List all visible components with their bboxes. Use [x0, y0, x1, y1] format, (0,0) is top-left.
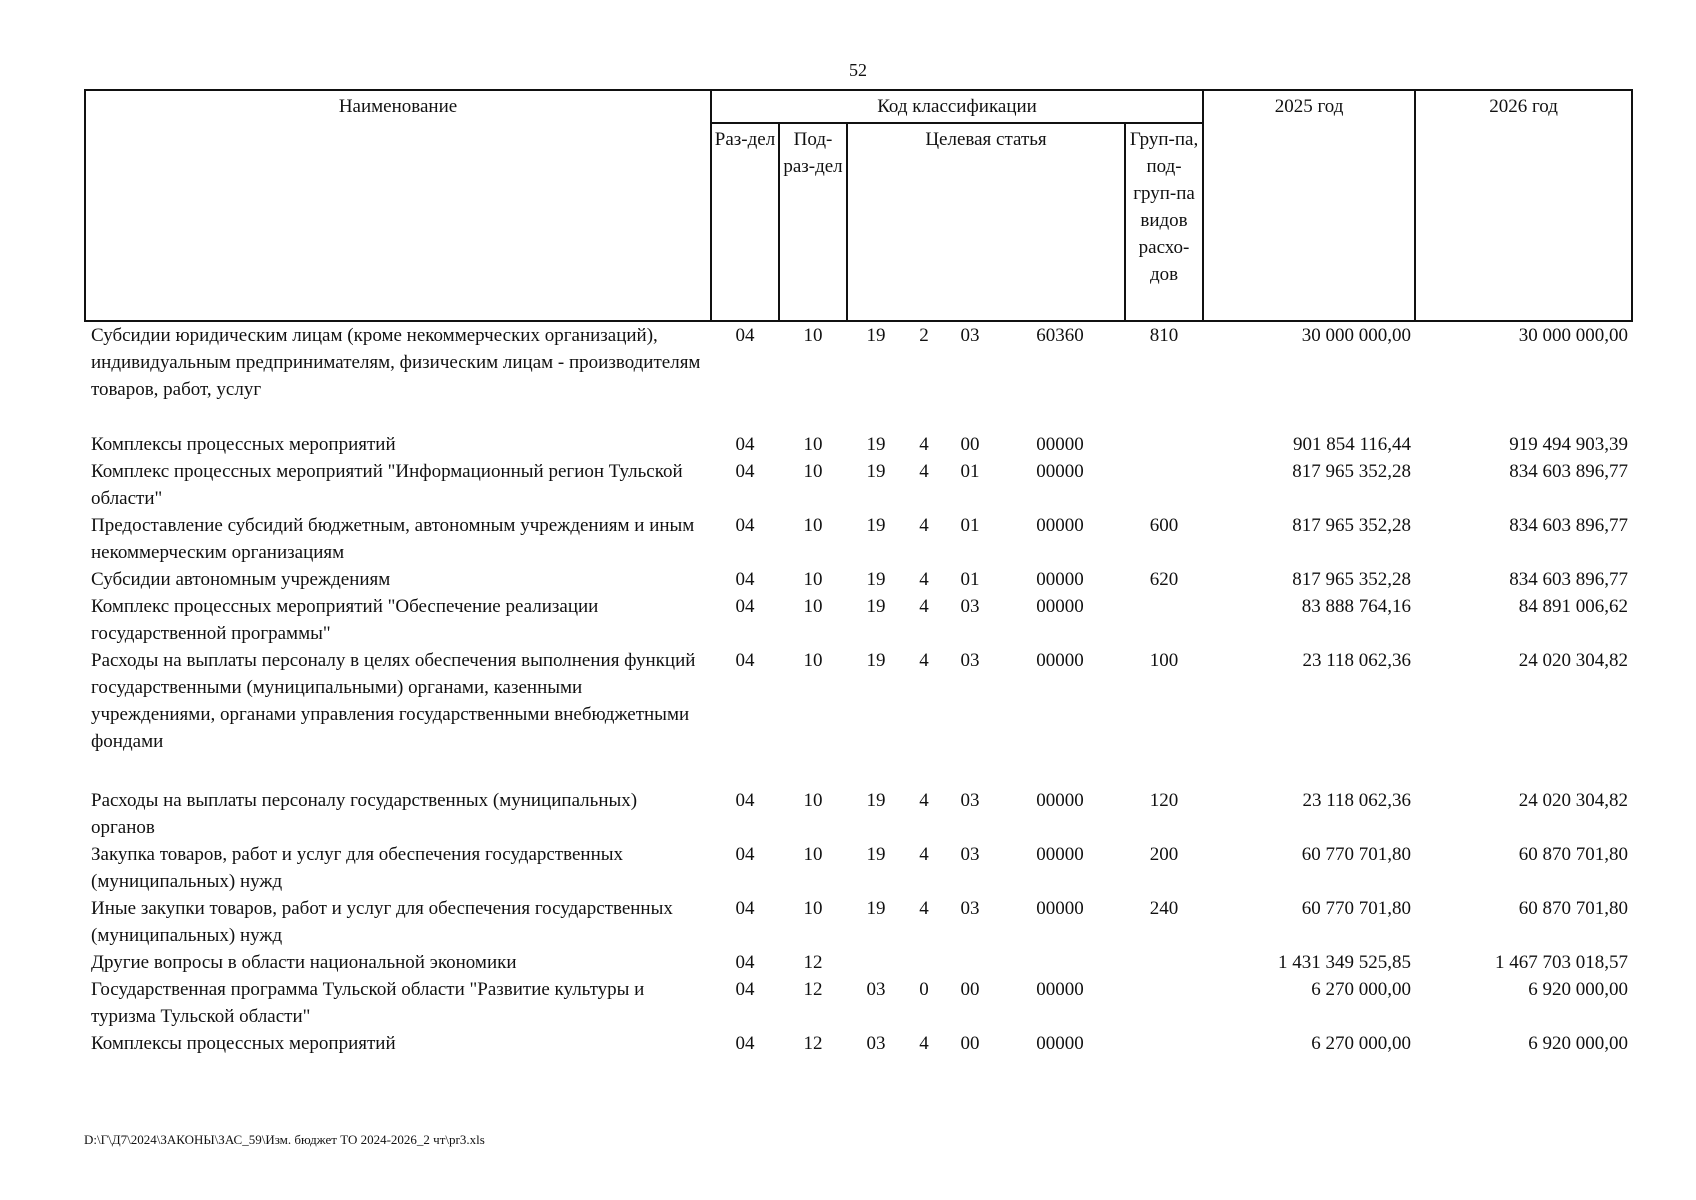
row-target-structure: 03 — [960, 790, 980, 811]
header-name: Наименование — [85, 90, 711, 321]
row-target-program: 19 — [866, 790, 886, 811]
row-section: 04 — [735, 1033, 755, 1054]
row-name: Субсидии автономным учреждениям — [91, 569, 391, 590]
row-target-program: 19 — [866, 461, 886, 482]
file-path-footer: D:\Г\Д7\2024\ЗАКОНЫ\ЗАС_59\Изм. бюджет ТО 2024-2026_2 чт\pr3.xls — [84, 1132, 485, 1147]
row-amount-2026: 24 020 304,82 — [1518, 790, 1629, 811]
row-target-structure: 03 — [960, 325, 980, 346]
table-row — [85, 949, 1632, 976]
row-target-structure: 00 — [960, 434, 980, 455]
row-target-structure: 01 — [960, 461, 980, 482]
row-expense-group — [1125, 1030, 1203, 1057]
row-target-program: 03 — [866, 979, 886, 1000]
header-year-2026: 2026 год — [1415, 90, 1632, 321]
row-amount-2025: 23 118 062,36 — [1302, 650, 1412, 671]
row-amount-2026: 24 020 304,82 — [1518, 650, 1629, 671]
header-year-2025: 2025 год — [1203, 90, 1415, 321]
table-row — [85, 593, 1632, 647]
row-section: 04 — [735, 979, 755, 1000]
row-expense-group — [1125, 949, 1203, 976]
row-subsection: 10 — [803, 434, 823, 455]
row-name: Расходы на выплаты персоналу государственных (муниципальных) органов — [91, 790, 638, 838]
table-row — [85, 431, 1632, 458]
row-target-structure: 03 — [960, 596, 980, 617]
row-section: 04 — [735, 952, 755, 973]
row-subsection: 10 — [803, 569, 823, 590]
budget-table — [84, 89, 1633, 1057]
row-target-program: 03 — [866, 1033, 886, 1054]
row-target-structure: 03 — [960, 898, 980, 919]
row-target-program: 19 — [866, 325, 886, 346]
row-target-program: 19 — [866, 596, 886, 617]
row-target-structure: 01 — [960, 515, 980, 536]
row-amount-2026: 6 920 000,00 — [1528, 1033, 1629, 1054]
row-subsection: 10 — [803, 325, 823, 346]
row-target-type: 4 — [919, 596, 929, 617]
row-subsection: 12 — [803, 979, 823, 1000]
row-target-type: 4 — [919, 569, 929, 590]
row-expense-group: 240 — [1149, 898, 1179, 919]
row-amount-2026: 6 920 000,00 — [1528, 979, 1629, 1000]
row-subsection: 10 — [803, 596, 823, 617]
row-target-direction: 00000 — [1036, 434, 1084, 455]
table-header — [85, 90, 1632, 321]
row-target-direction: 00000 — [1036, 461, 1084, 482]
row-amount-2025: 60 770 701,80 — [1301, 898, 1412, 919]
table-body — [85, 321, 1632, 1057]
row-target-program: 19 — [866, 898, 886, 919]
row-subsection: 10 — [803, 790, 823, 811]
row-section: 04 — [735, 650, 755, 671]
row-target-direction — [997, 949, 1125, 976]
row-amount-2025: 817 965 352,28 — [1292, 461, 1412, 482]
row-amount-2025: 60 770 701,80 — [1301, 844, 1412, 865]
row-target-direction: 00000 — [1036, 898, 1084, 919]
row-subsection: 10 — [803, 515, 823, 536]
row-target-program: 19 — [866, 650, 886, 671]
row-section: 04 — [735, 434, 755, 455]
row-target-program — [847, 949, 905, 976]
row-amount-2026: 834 603 896,77 — [1509, 515, 1629, 536]
table-row — [85, 841, 1632, 895]
row-target-program: 19 — [866, 434, 886, 455]
row-name: Расходы на выплаты персоналу в целях обеспечения выполнения функций государственными (муниципальными) органами, казенными учреждениями, органами управления государственными внебюджетными фондами — [91, 650, 696, 752]
row-name: Другие вопросы в области национальной экономики — [91, 952, 517, 973]
row-target-direction: 00000 — [1036, 569, 1084, 590]
table-row — [85, 512, 1632, 566]
row-section: 04 — [735, 844, 755, 865]
row-subsection: 12 — [803, 952, 823, 973]
row-expense-group — [1125, 593, 1203, 647]
row-expense-group: 120 — [1149, 790, 1179, 811]
row-amount-2025: 6 270 000,00 — [1311, 1033, 1412, 1054]
row-name: Комплексы процессных мероприятий — [91, 434, 396, 455]
row-target-direction: 00000 — [1036, 979, 1084, 1000]
row-target-type: 4 — [919, 650, 929, 671]
header-section: Раз-дел — [711, 123, 779, 321]
row-amount-2025: 1 431 349 525,85 — [1278, 952, 1412, 973]
row-target-structure — [943, 949, 997, 976]
row-target-structure: 03 — [960, 650, 980, 671]
row-target-direction: 00000 — [1036, 596, 1084, 617]
row-target-type: 0 — [919, 979, 929, 1000]
row-name: Государственная программа Тульской области "Развитие культуры и туризма Тульской области" — [91, 979, 645, 1027]
row-target-type: 4 — [919, 790, 929, 811]
row-target-direction: 00000 — [1036, 650, 1084, 671]
row-amount-2025: 30 000 000,00 — [1301, 325, 1412, 346]
table-row — [85, 895, 1632, 949]
row-target-structure: 00 — [960, 1033, 980, 1054]
row-target-direction: 00000 — [1036, 790, 1084, 811]
row-amount-2026: 834 603 896,77 — [1509, 569, 1629, 590]
row-expense-group — [1125, 431, 1203, 458]
row-amount-2026: 60 870 701,80 — [1518, 898, 1629, 919]
table-row — [85, 566, 1632, 593]
row-target-type: 4 — [919, 434, 929, 455]
row-section: 04 — [735, 898, 755, 919]
row-target-type — [905, 949, 943, 976]
row-section: 04 — [735, 569, 755, 590]
row-target-program: 19 — [866, 569, 886, 590]
header-target-article: Целевая статья — [847, 123, 1125, 321]
table-row — [85, 787, 1632, 841]
table-row — [85, 458, 1632, 512]
row-name: Субсидии юридическим лицам (кроме некоммерческих организаций), индивидуальным предпринимателям, физическим лицам - производителям товаров, работ, услуг — [91, 325, 701, 400]
row-expense-group: 810 — [1149, 325, 1179, 346]
row-amount-2025: 817 965 352,28 — [1292, 515, 1412, 536]
row-amount-2026: 1 467 703 018,57 — [1495, 952, 1629, 973]
row-subsection: 10 — [803, 461, 823, 482]
row-amount-2026: 60 870 701,80 — [1518, 844, 1629, 865]
row-section: 04 — [735, 790, 755, 811]
row-amount-2025: 817 965 352,28 — [1292, 569, 1412, 590]
row-expense-group — [1125, 458, 1203, 512]
row-amount-2025: 901 854 116,44 — [1293, 434, 1412, 455]
row-subsection: 12 — [803, 1033, 823, 1054]
row-expense-group: 100 — [1149, 650, 1179, 671]
row-target-program: 19 — [866, 844, 886, 865]
row-amount-2026: 30 000 000,00 — [1518, 325, 1629, 346]
row-name: Комплекс процессных мероприятий "Обеспечение реализации государственной программы" — [91, 596, 599, 644]
row-target-structure: 01 — [960, 569, 980, 590]
row-expense-group: 620 — [1149, 569, 1179, 590]
table-row — [85, 976, 1632, 1030]
row-target-type: 4 — [919, 1033, 929, 1054]
row-subsection: 10 — [803, 844, 823, 865]
row-target-type: 4 — [919, 515, 929, 536]
row-name: Комплексы процессных мероприятий — [91, 1033, 396, 1054]
row-expense-group: 600 — [1149, 515, 1179, 536]
row-name: Иные закупки товаров, работ и услуг для обеспечения государственных (муниципальных) нужд — [91, 898, 673, 946]
row-amount-2026: 834 603 896,77 — [1509, 461, 1629, 482]
row-target-structure: 00 — [960, 979, 980, 1000]
header-expense-group: Груп-па, под-груп-па видов расхо-дов — [1125, 123, 1203, 321]
row-amount-2025: 23 118 062,36 — [1302, 790, 1412, 811]
row-subsection: 10 — [803, 898, 823, 919]
header-subsection: Под-раз-дел — [779, 123, 847, 321]
table-row — [85, 647, 1632, 787]
row-target-direction: 00000 — [1036, 1033, 1084, 1054]
row-section: 04 — [735, 461, 755, 482]
row-name: Комплекс процессных мероприятий "Информационный регион Тульской области" — [91, 461, 683, 509]
row-amount-2026: 919 494 903,39 — [1509, 434, 1629, 455]
row-expense-group — [1125, 976, 1203, 1030]
row-section: 04 — [735, 515, 755, 536]
header-classification: Код классификации — [711, 90, 1203, 123]
row-name: Предоставление субсидий бюджетным, автономным учреждениям и иным некоммерческим организациям — [91, 515, 695, 563]
row-section: 04 — [735, 325, 755, 346]
row-target-direction: 60360 — [1036, 325, 1084, 346]
row-target-program: 19 — [866, 515, 886, 536]
row-amount-2026: 84 891 006,62 — [1518, 596, 1629, 617]
page-number: 52 — [849, 60, 867, 80]
row-target-type: 4 — [919, 898, 929, 919]
row-subsection: 10 — [803, 650, 823, 671]
row-target-type: 4 — [919, 461, 929, 482]
row-target-direction: 00000 — [1036, 844, 1084, 865]
row-amount-2025: 83 888 764,16 — [1301, 596, 1412, 617]
row-target-direction: 00000 — [1036, 515, 1084, 536]
table-row — [85, 321, 1632, 431]
row-target-type: 2 — [919, 325, 929, 346]
row-target-type: 4 — [919, 844, 929, 865]
table-row — [85, 1030, 1632, 1057]
row-amount-2025: 6 270 000,00 — [1311, 979, 1412, 1000]
row-target-structure: 03 — [960, 844, 980, 865]
row-expense-group: 200 — [1149, 844, 1179, 865]
row-section: 04 — [735, 596, 755, 617]
row-name: Закупка товаров, работ и услуг для обеспечения государственных (муниципальных) нужд — [91, 844, 624, 892]
